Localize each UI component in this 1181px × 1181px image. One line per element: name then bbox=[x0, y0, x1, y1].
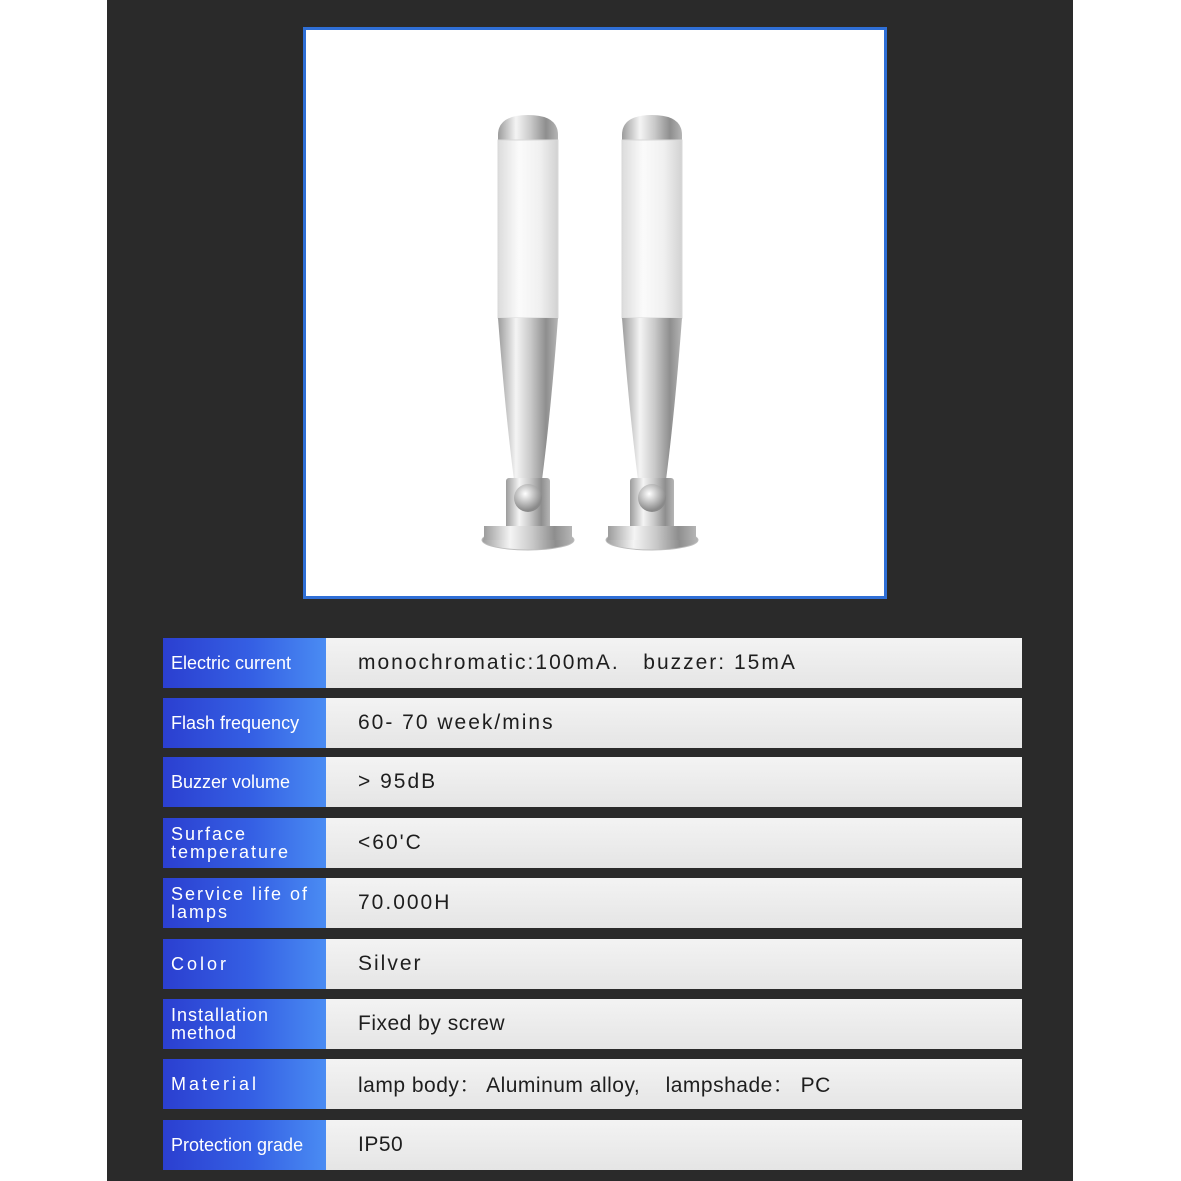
spec-row-surface-temperature bbox=[163, 818, 1022, 868]
spec-value: lamp body： Aluminum alloy, lampshade： PC bbox=[326, 1059, 1022, 1109]
spec-label: Buzzer volume bbox=[163, 757, 326, 807]
spec-value: 60- 70 week/mins bbox=[326, 698, 1022, 748]
spec-row-color bbox=[163, 939, 1022, 989]
spec-label: Electric current bbox=[163, 638, 326, 688]
spec-value: Fixed by screw bbox=[326, 999, 1022, 1049]
spec-value: Silver bbox=[326, 939, 1022, 989]
product-photo bbox=[303, 27, 887, 599]
tower-light-left bbox=[482, 115, 574, 550]
spec-label: Material bbox=[163, 1059, 326, 1109]
spec-label: Color bbox=[163, 939, 326, 989]
tower-lights-illustration bbox=[306, 30, 884, 596]
spec-row-material bbox=[163, 1059, 1022, 1109]
spec-value: IP50 bbox=[326, 1120, 1022, 1170]
spec-label: Installation method bbox=[163, 999, 326, 1049]
spec-row-buzzer-volume bbox=[163, 757, 1022, 807]
spec-row-electric-current bbox=[163, 638, 1022, 688]
spec-value: monochromatic:100mA. buzzer: 15mA bbox=[326, 638, 1022, 688]
spec-label: Surface temperature bbox=[163, 818, 326, 868]
spec-label: Flash frequency bbox=[163, 698, 326, 748]
spec-row-installation-method bbox=[163, 999, 1022, 1049]
spec-value: <60'C bbox=[326, 818, 1022, 868]
tower-light-right bbox=[606, 115, 698, 550]
spec-label: Service life of lamps bbox=[163, 878, 326, 928]
spec-row-protection-grade bbox=[163, 1120, 1022, 1170]
spec-value: > 95dB bbox=[326, 757, 1022, 807]
spec-label: Protection grade bbox=[163, 1120, 326, 1170]
spec-row-service-life bbox=[163, 878, 1022, 928]
spec-row-flash-frequency bbox=[163, 698, 1022, 748]
spec-value: 70.000H bbox=[326, 878, 1022, 928]
